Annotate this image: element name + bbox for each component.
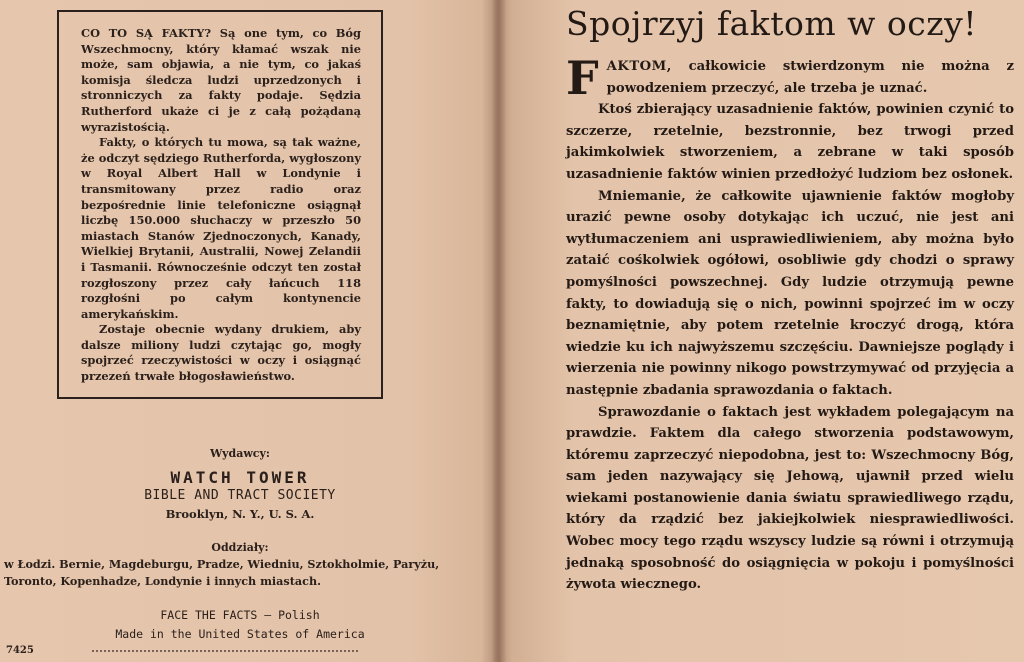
- drop-cap: F: [566, 51, 599, 105]
- publisher-name: WATCH TOWER: [170, 468, 310, 487]
- right-page: [506, 0, 1024, 662]
- facts-info-box: [57, 10, 383, 399]
- publisher-subtitle: BIBLE AND TRACT SOCIETY: [144, 488, 336, 503]
- publisher-label: Wydawcy:: [210, 447, 270, 460]
- decorative-rule: [92, 650, 358, 652]
- article-paragraph-1: [566, 51, 1014, 105]
- book-gutter: [492, 0, 506, 662]
- article-paragraph-4: Sprawozdanie o faktach jest wykładem polegającym na prawdzie. Faktem dla całego stworzenia podstawowym, któremu zaprzeczyć niepodobna, jest to: Wszechmocny Bóg, sam jeden nazywający się Jehową, ujawnił przed wielu wiekami postanowienie dania światu sprawiedliwego rządu, który da rządzić bez jakiejkolwiek niesprawiedliwości. Wobec mocy tego rządu wszyscy ludzie są równi i otrzymują jednaką sposobność do osiągnięcia w pokoju i pomyślności żywota wiecznego.: [566, 404, 1014, 593]
- english-title-line: FACE THE FACTS — Polish: [160, 608, 320, 622]
- box-paragraph-2: Fakty, o których tu mowa, są tak ważne, że odczyt sędziego Rutherforda, wygłoszony w Royal Albert Hall w Londynie i transmitowany przez radio oraz bezpośrednie linie telefoniczne osiągnął liczbę 150.000 słuchaczy w przeszło 50 miastach Stanów Zjednoczonych, Kanady, Wielkiej Brytanii, Australii, Nowej Zelandii i Tasmanii. Równocześnie odczyt ten został rozgłoszony przez cały łańcuch 118 rozgłośni po całym kontynencie amerykańskim.: [81, 135, 361, 321]
- publisher-block: [0, 447, 480, 521]
- publisher-city: Brooklyn, N. Y., U. S. A.: [165, 507, 315, 521]
- article-headline: Spojrzyj faktom w oczy!: [566, 4, 978, 43]
- box-paragraph-1: CO TO SĄ FAKTY? Są one tym, co Bóg Wszechmocny, który kłamać wszak nie może, sam objawia, a nie tym, co jakaś komisja śledcza ludzi uprzedzonych i stronniczych za fakty podaje. Sędzia Rutherford ukaże ci je z całą pożądaną wyrazistością.: [81, 26, 361, 134]
- lead-word: AKTOM,: [606, 59, 672, 74]
- article-paragraph-2: Ktoś zbierający uzasadnienie faktów, powinien czynić to szczerze, rzetelnie, bezstronnie, bez trwogi przed jakimkolwiek stworzeniem, a zebrane w taki sposób uzasadnienie faktów winien przedłożyć ludziom bez osłonek.: [566, 102, 1014, 182]
- box-paragraph-3: Zostaje obecnie wydany drukiem, aby dalsze miliony ludzi czytając go, mogły spojrzeć rzeczywistości w oczy i osiągnąć przezeń trwałe błogosławieństwo.: [81, 322, 361, 384]
- article-body: [566, 51, 1014, 596]
- made-in-line: Made in the United States of America: [115, 627, 365, 641]
- branches-label: Oddziały:: [211, 541, 269, 554]
- print-code: 7425: [6, 645, 34, 656]
- first-paragraph-rest: całkowicie stwierdzonym nie można z powodzeniem przeczyć, ale trzeba je uznać.: [606, 59, 1014, 96]
- article-paragraph-3: Mniemanie, że całkowite ujawnienie faktów mogłoby urazić pewne osoby dotykając ich uczuć, nie jest ani wytłumaczeniem ani usprawiedliwieniem, aby można było zataić cośkolwiek ogółowi, osobliwie gdy chodzi o sprawy pomyślności powszechnej. Gdy ludzie otrzymują pewne fakty, to dowiadują się o nich, powinni spojrzeć im w oczy beznamiętnie, aby potem rzetelnie kroczyć drogą, która wiedzie ku ich najwyższemu szczęściu. Dawniejsze poglądy i wierzenia nie powinny nikogo powstrzymywać od przyjęcia a następnie zbadania sprawozdania o faktach.: [566, 188, 1014, 398]
- branches-text: w Łodzi. Bernie, Magdeburgu, Pradze, Wiedniu, Sztokholmie, Paryżu, Toronto, Kopenhadze, Londynie i innych miastach.: [4, 557, 440, 588]
- left-page: [0, 0, 492, 662]
